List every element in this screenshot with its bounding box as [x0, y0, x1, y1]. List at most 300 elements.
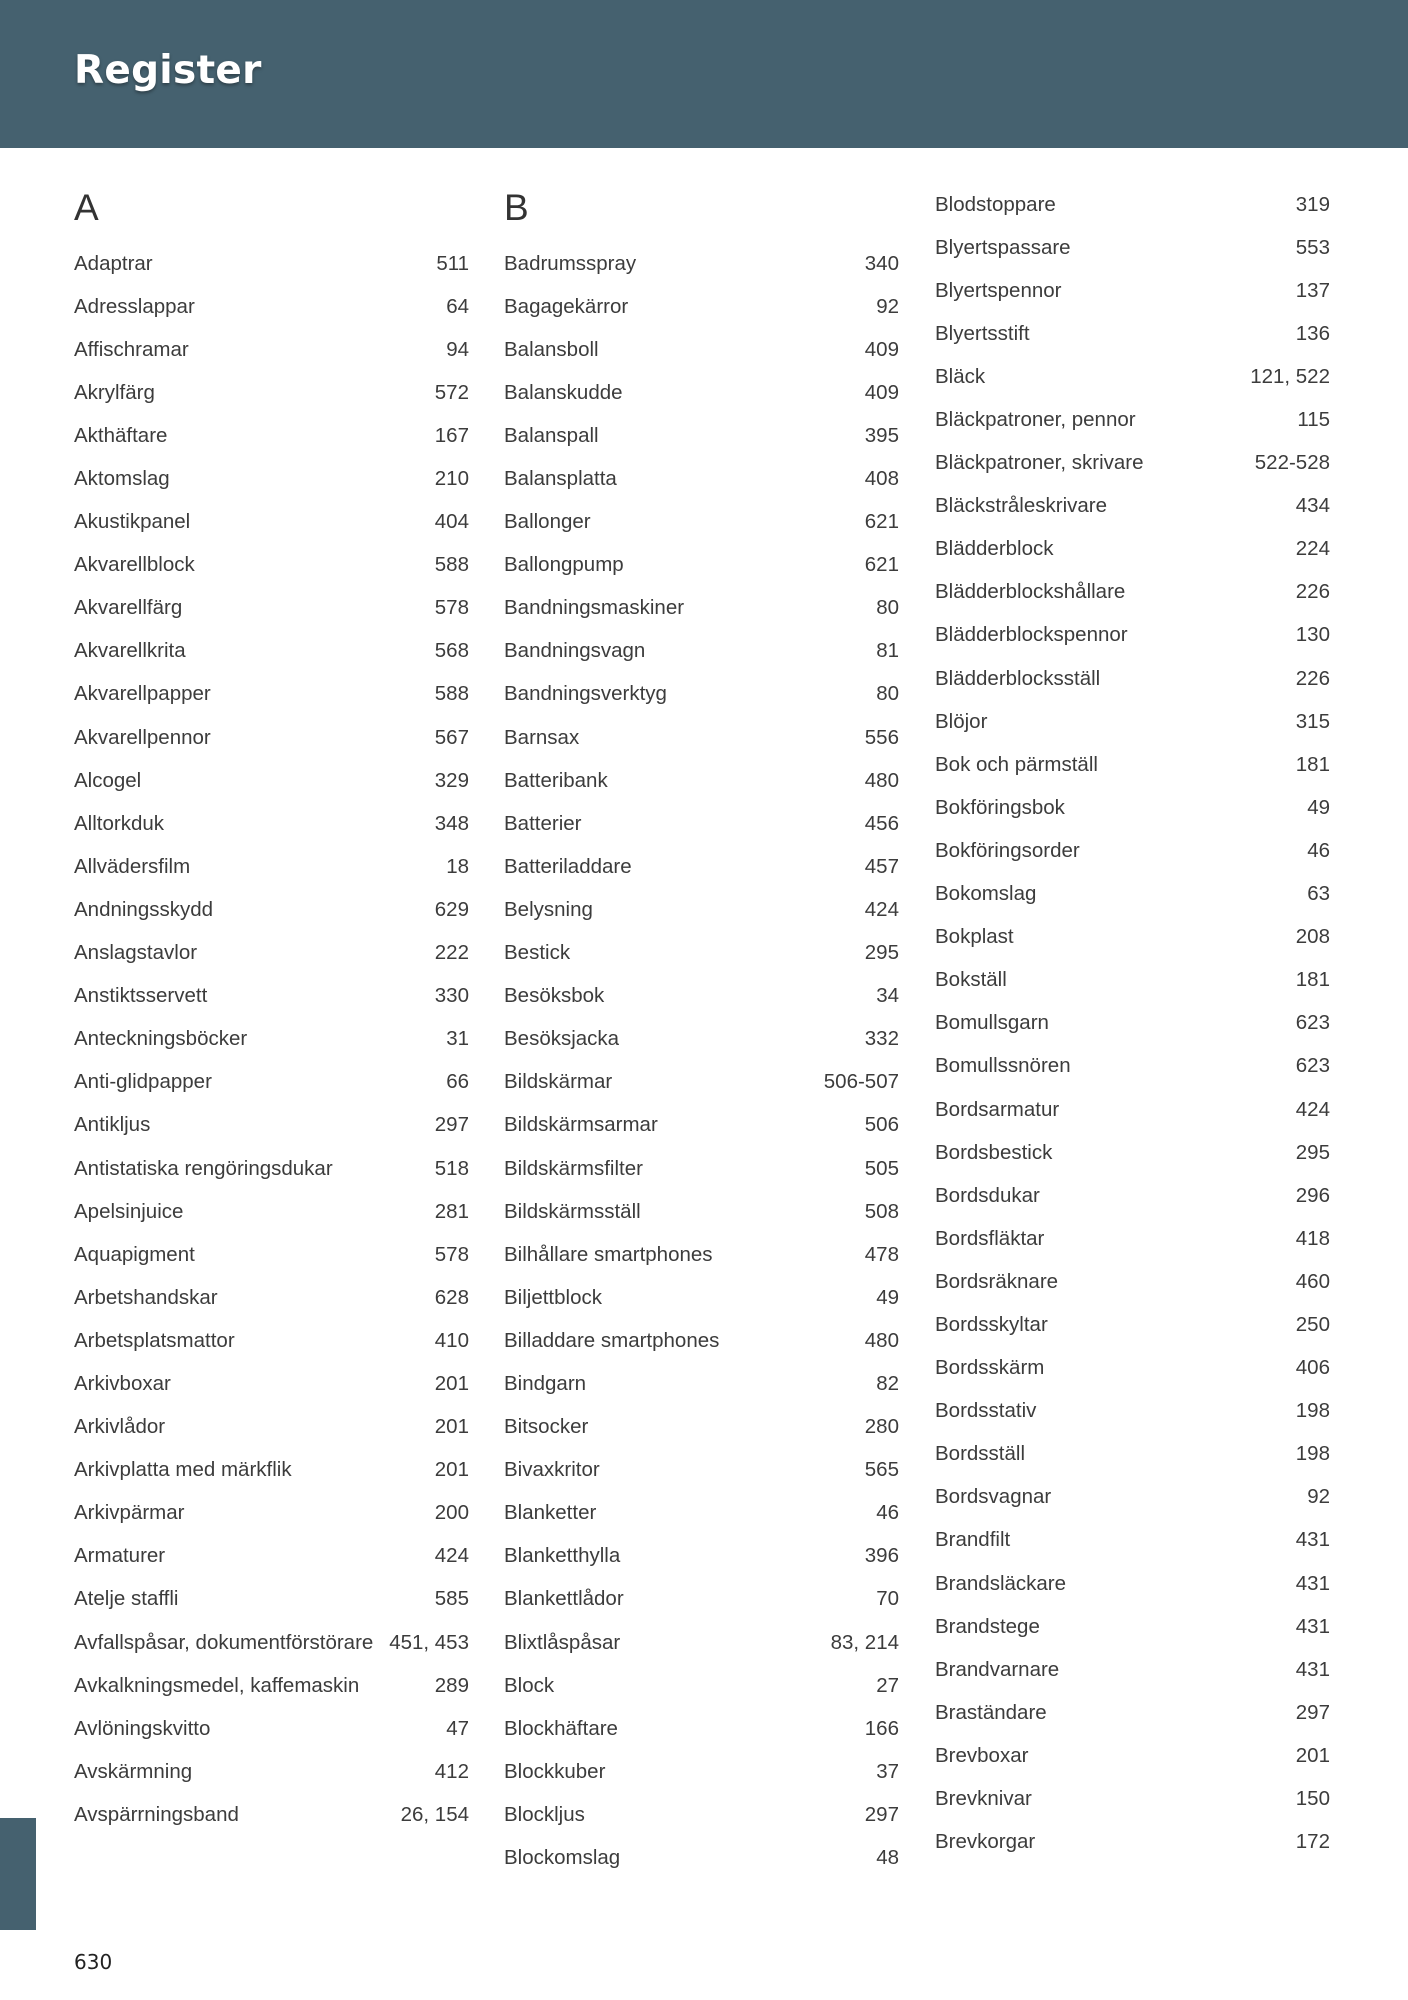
entry-term: Bildskärmsarmar	[504, 1113, 658, 1137]
entry-page-number: 621	[864, 553, 899, 577]
entry-term: Blädderblockshållare	[935, 580, 1126, 604]
entry-page-number: 340	[864, 251, 899, 275]
entry-term: Blädderblockspennor	[935, 623, 1128, 647]
index-entry	[74, 285, 469, 328]
index-entry	[74, 845, 469, 888]
index-entry	[74, 1061, 469, 1104]
entry-page-number: 280	[864, 1415, 899, 1439]
entry-page-number: 508	[864, 1199, 899, 1223]
index-entry	[504, 457, 899, 500]
entry-page-number: 297	[864, 1802, 899, 1826]
index-entry	[935, 1390, 1330, 1433]
entry-page-number: 395	[864, 423, 899, 447]
entry-page-number: 46	[876, 1501, 899, 1525]
entry-page-number: 578	[434, 1242, 469, 1266]
index-entry	[935, 1821, 1330, 1864]
entry-term: Badrumsspray	[504, 251, 637, 275]
entry-term: Bivaxkritor	[504, 1458, 600, 1482]
entry-page-number: 297	[1295, 1700, 1330, 1724]
index-entry	[504, 1449, 899, 1492]
entry-page-number: 296	[1295, 1183, 1330, 1207]
entry-page-number: 623	[1295, 1011, 1330, 1035]
index-entry	[504, 544, 899, 587]
entry-list	[935, 183, 1330, 1864]
entry-page-number: 567	[434, 725, 469, 749]
entry-page-number: 70	[876, 1587, 899, 1611]
entry-page-number: 329	[434, 768, 469, 792]
entry-term: Avfallspåsar, dokumentförstörare	[74, 1630, 374, 1654]
index-entry	[935, 1519, 1330, 1562]
entry-term: Ballonger	[504, 510, 591, 534]
index-entry	[504, 1061, 899, 1104]
entry-page-number: 210	[434, 467, 469, 491]
entry-page-number: 348	[434, 811, 469, 835]
index-entry	[74, 759, 469, 802]
index-entry	[935, 1476, 1330, 1519]
index-entry	[504, 1276, 899, 1319]
index-entry	[935, 1734, 1330, 1777]
index-entry	[935, 1648, 1330, 1691]
entry-page-number: 506	[864, 1113, 899, 1137]
entry-term: Akrylfärg	[74, 380, 155, 404]
index-entry	[504, 845, 899, 888]
index-entry	[935, 312, 1330, 355]
index-entry	[504, 1707, 899, 1750]
index-column-b-continued	[935, 183, 1330, 1864]
index-entry	[935, 183, 1330, 226]
entry-page-number: 181	[1295, 752, 1330, 776]
entry-term: Brandfilt	[935, 1528, 1011, 1552]
side-tab-marker	[0, 1818, 36, 1930]
entry-page-number: 64	[446, 294, 469, 318]
entry-page-number: 572	[434, 380, 469, 404]
entry-term: Bitsocker	[504, 1415, 589, 1439]
entry-page-number: 222	[434, 941, 469, 965]
entry-term: Bläckstråleskrivare	[935, 494, 1108, 518]
entry-term: Bokplast	[935, 925, 1014, 949]
entry-page-number: 404	[434, 510, 469, 534]
entry-page-number: 409	[864, 337, 899, 361]
entry-page-number: 250	[1295, 1312, 1330, 1336]
section-letter: A	[74, 187, 99, 228]
entry-term: Balanspall	[504, 423, 599, 447]
entry-term: Bokföringsorder	[935, 838, 1080, 862]
index-entry	[935, 1691, 1330, 1734]
entry-page-number: 92	[876, 294, 899, 318]
entry-page-number: 319	[1295, 192, 1330, 216]
index-entry	[504, 328, 899, 371]
entry-page-number: 568	[434, 639, 469, 663]
entry-term: Bordsdukar	[935, 1183, 1040, 1207]
entry-page-number: 588	[434, 553, 469, 577]
index-entry	[935, 743, 1330, 786]
entry-term: Arbetsplatsmattor	[74, 1328, 235, 1352]
entry-term: Blyertspassare	[935, 235, 1071, 259]
index-entry	[504, 1406, 899, 1449]
index-entry	[74, 975, 469, 1018]
entry-term: Anslagstavlor	[74, 941, 198, 965]
index-entry	[74, 501, 469, 544]
entry-page-number: 506-507	[823, 1070, 899, 1094]
index-entry	[935, 1174, 1330, 1217]
index-entry	[935, 226, 1330, 269]
entry-term: Bokföringsbok	[935, 795, 1065, 819]
entry-term: Blodstoppare	[935, 192, 1056, 216]
entry-list	[504, 242, 899, 1880]
entry-page-number: 80	[876, 596, 899, 620]
entry-page-number: 137	[1295, 278, 1330, 302]
index-entry	[504, 1147, 899, 1190]
entry-term: Arkivboxar	[74, 1371, 171, 1395]
entry-page-number: 80	[876, 682, 899, 706]
entry-term: Avkalkningsmedel, kaffemaskin	[74, 1673, 360, 1697]
index-entry	[935, 1088, 1330, 1131]
entry-term: Blädderblock	[935, 537, 1054, 561]
index-entry	[504, 1664, 899, 1707]
index-entry	[935, 571, 1330, 614]
entry-page-number: 167	[434, 423, 469, 447]
entry-page-number: 295	[1295, 1140, 1330, 1164]
index-entry	[504, 1104, 899, 1147]
entry-term: Bordsställ	[935, 1442, 1026, 1466]
entry-term: Bordsräknare	[935, 1269, 1059, 1293]
entry-term: Bordsarmatur	[935, 1097, 1060, 1121]
entry-page-number: 201	[1295, 1743, 1330, 1767]
index-entry	[74, 1535, 469, 1578]
index-entry	[504, 587, 899, 630]
entry-term: Besöksjacka	[504, 1027, 620, 1051]
index-entry	[935, 1260, 1330, 1303]
index-entry	[74, 1750, 469, 1793]
index-entry	[935, 700, 1330, 743]
entry-term: Blockhäftare	[504, 1716, 618, 1740]
entry-term: Bokställ	[935, 968, 1007, 992]
entry-term: Bildskärmar	[504, 1070, 613, 1094]
entry-page-number: 121, 522	[1250, 364, 1330, 388]
index-entry	[504, 716, 899, 759]
entry-page-number: 457	[864, 854, 899, 878]
entry-term: Apelsinjuice	[74, 1199, 184, 1223]
entry-term: Belysning	[504, 897, 593, 921]
index-entry	[504, 673, 899, 716]
index-entry	[74, 544, 469, 587]
entry-term: Adresslappar	[74, 294, 195, 318]
entry-term: Adaptrar	[74, 251, 153, 275]
index-entry	[74, 1276, 469, 1319]
index-entry	[504, 1190, 899, 1233]
entry-term: Bildskärmsställ	[504, 1199, 641, 1223]
entry-page-number: 46	[1307, 838, 1330, 862]
entry-term: Aktomslag	[74, 467, 170, 491]
entry-page-number: 431	[1295, 1528, 1330, 1552]
index-entry	[935, 614, 1330, 657]
index-entry	[74, 1707, 469, 1750]
index-entry	[74, 932, 469, 975]
entry-page-number: 83, 214	[830, 1630, 899, 1654]
entry-page-number: 200	[434, 1501, 469, 1525]
entry-term: Anti-glidpapper	[74, 1070, 212, 1094]
entry-term: Armaturer	[74, 1544, 166, 1568]
entry-term: Block	[504, 1673, 555, 1697]
entry-term: Bok och pärmställ	[935, 752, 1098, 776]
entry-term: Balansboll	[504, 337, 599, 361]
entry-term: Batteribank	[504, 768, 608, 792]
index-column-b	[504, 182, 899, 1880]
entry-page-number: 480	[864, 768, 899, 792]
entry-term: Akvarellpennor	[74, 725, 211, 749]
entry-term: Brandstege	[935, 1614, 1040, 1638]
entry-page-number: 412	[434, 1759, 469, 1783]
entry-page-number: 37	[876, 1759, 899, 1783]
entry-page-number: 480	[864, 1328, 899, 1352]
index-entry	[935, 1303, 1330, 1346]
entry-list	[74, 242, 469, 1836]
entry-term: Biljettblock	[504, 1285, 602, 1309]
entry-page-number: 553	[1295, 235, 1330, 259]
entry-term: Balanskudde	[504, 380, 623, 404]
entry-page-number: 27	[876, 1673, 899, 1697]
entry-page-number: 410	[434, 1328, 469, 1352]
entry-page-number: 92	[1307, 1485, 1330, 1509]
entry-page-number: 511	[436, 251, 469, 275]
entry-page-number: 94	[446, 337, 469, 361]
index-entry	[935, 398, 1330, 441]
entry-term: Akvarellfärg	[74, 596, 183, 620]
index-entry	[935, 1605, 1330, 1648]
entry-page-number: 330	[434, 984, 469, 1008]
entry-term: Bokomslag	[935, 882, 1037, 906]
entry-page-number: 281	[434, 1199, 469, 1223]
entry-page-number: 408	[864, 467, 899, 491]
entry-page-number: 47	[446, 1716, 469, 1740]
entry-term: Blockljus	[504, 1802, 585, 1826]
entry-term: Alltorkduk	[74, 811, 165, 835]
entry-term: Blyertspennor	[935, 278, 1062, 302]
entry-page-number: 478	[864, 1242, 899, 1266]
entry-page-number: 629	[434, 897, 469, 921]
entry-term: Alcogel	[74, 768, 142, 792]
index-entry	[74, 1793, 469, 1836]
index-entry	[74, 1449, 469, 1492]
index-entry	[935, 1777, 1330, 1820]
index-entry	[74, 673, 469, 716]
entry-term: Brandvarnare	[935, 1657, 1060, 1681]
entry-page-number: 226	[1295, 580, 1330, 604]
entry-page-number: 289	[434, 1673, 469, 1697]
index-entry	[935, 355, 1330, 398]
entry-term: Bordsskärm	[935, 1356, 1045, 1380]
entry-page-number: 297	[434, 1113, 469, 1137]
entry-page-number: 456	[864, 811, 899, 835]
entry-page-number: 418	[1295, 1226, 1330, 1250]
entry-page-number: 150	[1295, 1787, 1330, 1811]
index-entry	[74, 1018, 469, 1061]
entry-page-number: 621	[864, 510, 899, 534]
index-entry	[74, 587, 469, 630]
index-entry	[504, 1319, 899, 1362]
entry-page-number: 115	[1297, 408, 1330, 432]
entry-term: Blyertsstift	[935, 321, 1030, 345]
index-entry	[935, 657, 1330, 700]
entry-term: Billaddare smartphones	[504, 1328, 720, 1352]
entry-page-number: 136	[1295, 321, 1330, 345]
index-entry	[504, 414, 899, 457]
index-entry	[504, 1836, 899, 1879]
entry-term: Bandningsmaskiner	[504, 596, 685, 620]
index-entry	[74, 630, 469, 673]
index-entry	[74, 371, 469, 414]
index-entry	[504, 630, 899, 673]
entry-page-number: 431	[1295, 1657, 1330, 1681]
entry-term: Bläck	[935, 364, 986, 388]
index-entry	[935, 485, 1330, 528]
index-entry	[74, 457, 469, 500]
entry-term: Avspärrningsband	[74, 1802, 239, 1826]
entry-term: Blankettlådor	[504, 1587, 624, 1611]
entry-page-number: 451, 453	[389, 1630, 469, 1654]
entry-page-number: 565	[864, 1458, 899, 1482]
entry-term: Antikljus	[74, 1113, 151, 1137]
entry-term: Akvarellpapper	[74, 682, 211, 706]
entry-term: Balansplatta	[504, 467, 617, 491]
entry-term: Atelje staffli	[74, 1587, 179, 1611]
index-entry	[504, 888, 899, 931]
entry-page-number: 26, 154	[400, 1802, 469, 1826]
index-entry	[935, 786, 1330, 829]
entry-page-number: 431	[1295, 1614, 1330, 1638]
entry-term: Bandningsvagn	[504, 639, 646, 663]
index-entry	[74, 1664, 469, 1707]
entry-page-number: 172	[1295, 1830, 1330, 1854]
entry-page-number: 628	[434, 1285, 469, 1309]
index-entry	[935, 1347, 1330, 1390]
entry-page-number: 226	[1295, 666, 1330, 690]
entry-term: Blockomslag	[504, 1846, 621, 1870]
entry-term: Bordsbestick	[935, 1140, 1053, 1164]
entry-term: Batteriladdare	[504, 854, 632, 878]
entry-term: Arkivlådor	[74, 1415, 166, 1439]
index-entry	[74, 1406, 469, 1449]
index-entry	[504, 501, 899, 544]
index-column-a	[74, 182, 469, 1836]
entry-page-number: 623	[1295, 1054, 1330, 1078]
entry-term: Antistatiska rengöringsdukar	[74, 1156, 333, 1180]
index-entry	[504, 371, 899, 414]
index-entry	[935, 1433, 1330, 1476]
entry-page-number: 332	[864, 1027, 899, 1051]
entry-page-number: 81	[876, 639, 899, 663]
index-entry	[74, 1233, 469, 1276]
index-entry	[74, 1190, 469, 1233]
entry-term: Bordsfläktar	[935, 1226, 1045, 1250]
entry-term: Arkivplatta med märkflik	[74, 1458, 292, 1482]
entry-page-number: 409	[864, 380, 899, 404]
entry-page-number: 396	[864, 1544, 899, 1568]
header-bar	[0, 0, 1408, 148]
index-entry	[935, 1131, 1330, 1174]
entry-page-number: 198	[1295, 1399, 1330, 1423]
entry-term: Braständare	[935, 1700, 1047, 1724]
entry-term: Brandsläckare	[935, 1571, 1067, 1595]
entry-page-number: 201	[434, 1458, 469, 1482]
entry-page-number: 315	[1295, 709, 1330, 733]
index-entry	[74, 242, 469, 285]
entry-page-number: 208	[1295, 925, 1330, 949]
entry-term: Blockkuber	[504, 1759, 606, 1783]
entry-page-number: 585	[434, 1587, 469, 1611]
entry-page-number: 34	[876, 984, 899, 1008]
index-entry	[504, 1793, 899, 1836]
page-title: Register	[74, 48, 262, 93]
entry-term: Brevboxar	[935, 1743, 1029, 1767]
entry-page-number: 460	[1295, 1269, 1330, 1293]
index-entry	[504, 285, 899, 328]
index-entry	[74, 1147, 469, 1190]
index-entry	[504, 1535, 899, 1578]
index-entry	[504, 802, 899, 845]
entry-page-number: 588	[434, 682, 469, 706]
index-entry	[935, 873, 1330, 916]
entry-term: Anteckningsböcker	[74, 1027, 248, 1051]
entry-page-number: 424	[434, 1544, 469, 1568]
index-entry	[935, 1562, 1330, 1605]
entry-term: Avskärmning	[74, 1759, 193, 1783]
entry-term: Arbetshandskar	[74, 1285, 218, 1309]
entry-page-number: 518	[434, 1156, 469, 1180]
entry-term: Bläckpatroner, skrivare	[935, 451, 1144, 475]
entry-page-number: 424	[864, 897, 899, 921]
entry-term: Allvädersfilm	[74, 854, 191, 878]
index-entry	[935, 269, 1330, 312]
entry-term: Akustikpanel	[74, 510, 191, 534]
entry-page-number: 224	[1295, 537, 1330, 561]
section-letter: B	[504, 187, 529, 228]
entry-page-number: 49	[876, 1285, 899, 1309]
index-entry	[74, 888, 469, 931]
index-entry	[504, 1362, 899, 1405]
entry-page-number: 66	[446, 1070, 469, 1094]
entry-term: Bestick	[504, 941, 571, 965]
entry-page-number: 505	[864, 1156, 899, 1180]
index-entry	[74, 1319, 469, 1362]
entry-page-number: 201	[434, 1415, 469, 1439]
entry-page-number: 18	[446, 854, 469, 878]
entry-term: Blixtlåspåsar	[504, 1630, 621, 1654]
index-entry	[935, 1002, 1330, 1045]
index-entry	[74, 802, 469, 845]
entry-term: Bordsvagnar	[935, 1485, 1052, 1509]
index-entry	[504, 932, 899, 975]
entry-term: Bagagekärror	[504, 294, 629, 318]
entry-term: Anstiktsservett	[74, 984, 208, 1008]
entry-term: Blanketthylla	[504, 1544, 621, 1568]
index-entry	[504, 242, 899, 285]
index-entry	[74, 716, 469, 759]
entry-term: Bandningsverktyg	[504, 682, 667, 706]
entry-term: Bordsskyltar	[935, 1312, 1048, 1336]
entry-term: Akvarellblock	[74, 553, 195, 577]
index-entry	[935, 1045, 1330, 1088]
entry-term: Bomullsgarn	[935, 1011, 1049, 1035]
entry-page-number: 522-528	[1254, 451, 1330, 475]
entry-page-number: 556	[864, 725, 899, 749]
entry-page-number: 201	[434, 1371, 469, 1395]
index-entry	[74, 1492, 469, 1535]
entry-page-number: 63	[1307, 882, 1330, 906]
index-entry	[74, 414, 469, 457]
entry-term: Aquapigment	[74, 1242, 195, 1266]
entry-page-number: 181	[1295, 968, 1330, 992]
